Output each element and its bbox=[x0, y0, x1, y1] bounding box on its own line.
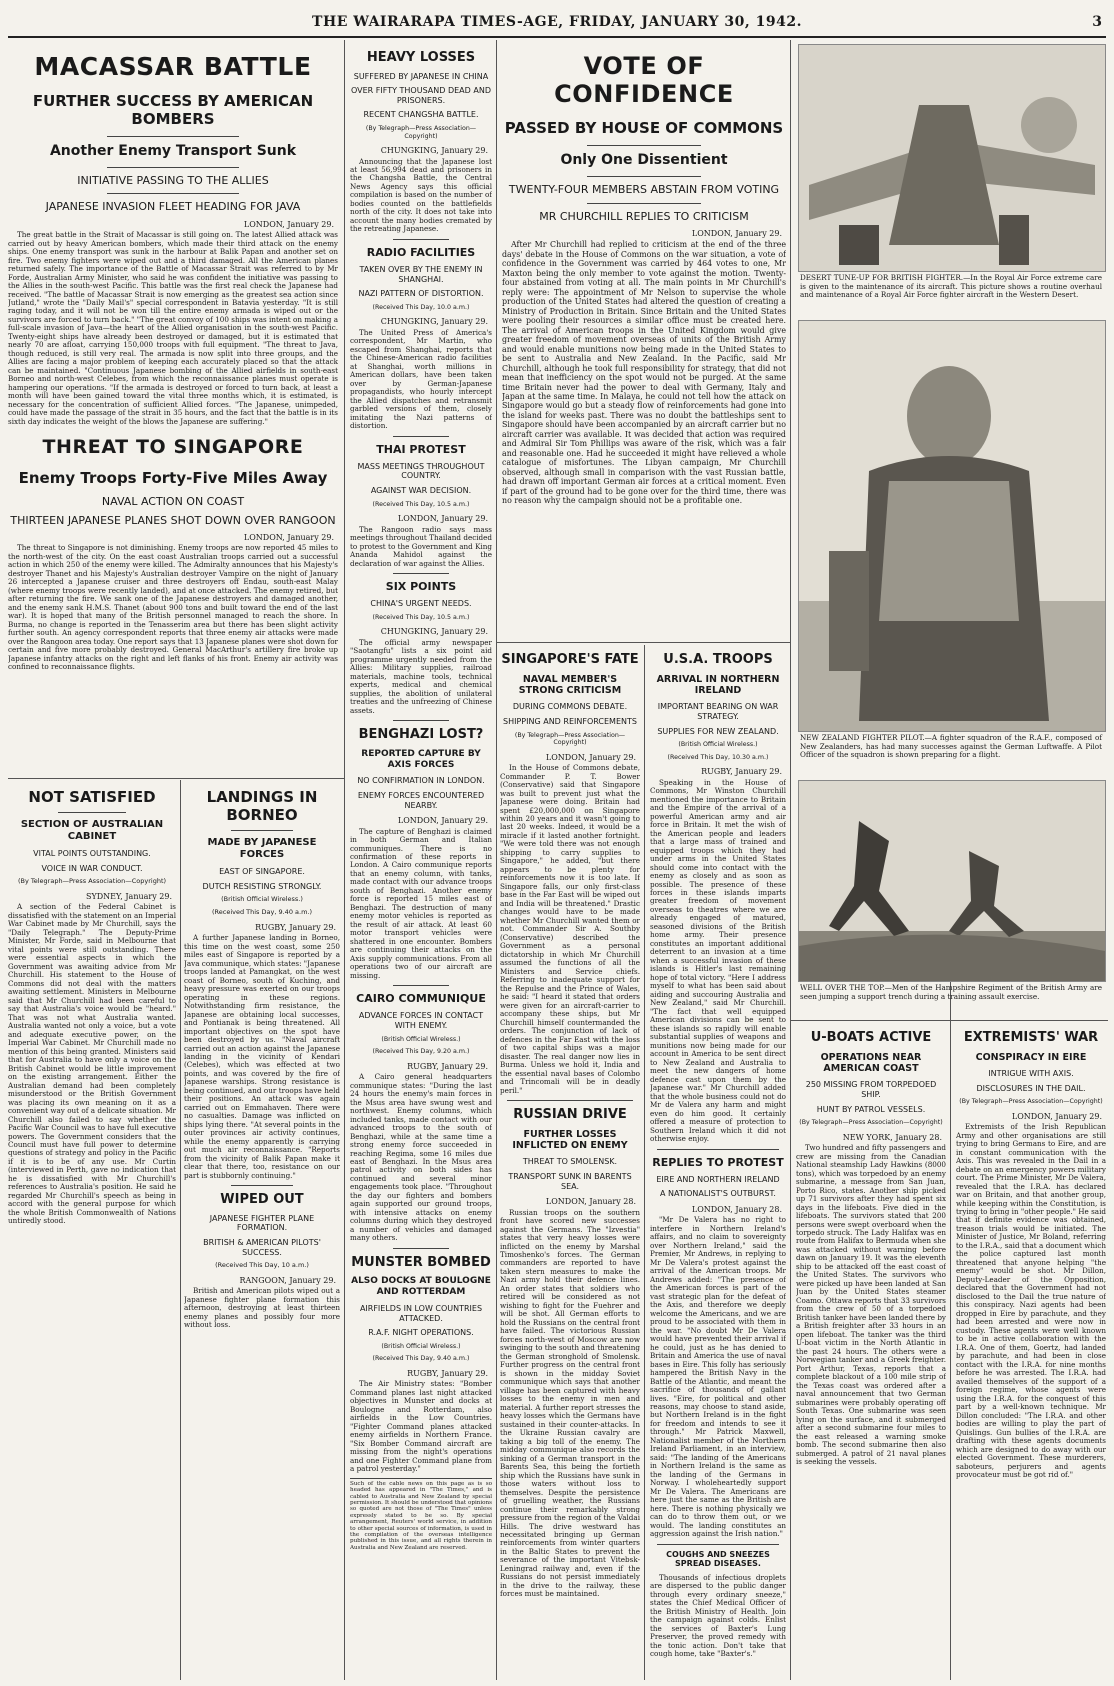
credit-line: (British Official Wireless.) bbox=[221, 895, 303, 904]
article-body: In the House of Commons debate, Commander P. T. Bower (Conservative) said that Singapore was built to prevent just what the Japanese were doing. Britain had spent £20,000,000 on Singapore within 20 years and it wasn't going to last 20 weeks. Indeed, it would be a miracle if it lasted another fortnight. "We were told there was not enough shipping to carry supplies to Singapore," he added, "but there appears to be plenty for reinforcements now it is too late. If Singapore falls, our only first-class base in the Far East will be wiped out and India will be threatened." Drastic changes would have to be made whether Mr Churchill wanted them or not. Commander Sir A. Southby (Conservative) described the Government as a personal dictatorship in which Mr Churchill assumed the functions of all the Ministers and Service chiefs. Referring to inadequate support for the Repulse and the Prince of Wales, he said: "I heard it stated that orders were given for an aircraft-carrier to accompany these ships, but Mr Churchill himself countermanded the orders. The conjunction of lack of defences in the Far East with the loss of two capital ships was a major disaster. The real danger now lies in Burma. Unless we hold it, India and the essential naval bases of Colombo and Trincomali will be in deadly peril." bbox=[500, 763, 640, 1095]
headline: THREAT TO SINGAPORE bbox=[42, 436, 304, 459]
deck: INITIATIVE PASSING TO THE ALLIES bbox=[77, 174, 269, 188]
article-macassar-battle bbox=[8, 44, 338, 774]
column-rule bbox=[790, 40, 791, 1680]
deck: VITAL POINTS OUTSTANDING. bbox=[33, 849, 151, 858]
dateline: RUGBY, January 29. bbox=[701, 767, 782, 777]
deck: BRITISH & AMERICAN PILOTS' SUCCESS. bbox=[203, 1238, 321, 1257]
photo-hampshire-regiment bbox=[798, 780, 1106, 982]
divider bbox=[393, 720, 450, 721]
dateline: LONDON, January 29. bbox=[545, 752, 636, 762]
article-uboats-active bbox=[796, 1024, 946, 1680]
dateline: LONDON, January 29. bbox=[691, 228, 782, 238]
dateline: LONDON, January 28. bbox=[545, 1197, 636, 1207]
deck: 250 MISSING FROM TORPEDOED SHIP. bbox=[805, 1080, 937, 1099]
dateline: LONDON, January 29. bbox=[397, 816, 488, 826]
article-russian-drive bbox=[500, 1107, 640, 1599]
article-body: A further Japanese landing in Borneo, this time on the west coast, some 250 miles east of Singapore is reported by a Java communique, which states: "Japanese troops landed at Pamangkat, on the west coast of Borneo, south of Kuching, and heavy pressure was exerted on our troops operating in these regions. Notwithstanding firm resistance, the Japanese are obtaining local successes, and Pontianak is being threatened. All important objectives on the spot have been destroyed by us. "Naval aircraft carried out an action against the Japanese landing in the vicinity of Kendari (Celebes), which was effected at two points, and was covered by the fire of Japanese warships. Strong resistance is being continued, and our troops have held their positions. An attack was again carried out on Emmahaven. There were no casualties. Damage was inflicted on ships lying there. "At several points in the outer provinces air activity continues, while the enemy apparently is carrying out much air reconnaissance. "Reports from the vicinity of Balik Papan make it clear that there, too, resistance on our part is stubbornly continuing." bbox=[184, 933, 340, 1180]
headline: BENGHAZI LOST? bbox=[358, 727, 484, 743]
dateline: LONDON, January 29. bbox=[243, 533, 334, 543]
deck: EIRE AND NORTHERN IRELAND bbox=[656, 1174, 780, 1184]
dateline: LONDON, January 29. bbox=[397, 514, 488, 524]
article-heavy-losses bbox=[350, 50, 492, 234]
article-body: The official army newspaper "Saotangfu" lists a six point aid programme urgently needed from the Allies: Military supplies, railroad materials, machine tools, technical experts, medical and chemical supplies, the abolition of unilateral treaties and the unfreezing of Chinese assets. bbox=[350, 637, 492, 715]
deck: SHIPPING AND REINFORCEMENTS bbox=[503, 716, 637, 726]
headline: SINGAPORE'S FATE bbox=[501, 652, 639, 667]
subheadline: Another Enemy Transport Sunk bbox=[49, 142, 297, 159]
deck: THIRTEEN JAPANESE PLANES SHOT DOWN OVER RANGOON bbox=[10, 513, 336, 527]
article-usa-troops bbox=[650, 652, 786, 1144]
divider bbox=[393, 573, 450, 574]
divider bbox=[657, 1544, 779, 1545]
divider bbox=[393, 1248, 450, 1249]
divider bbox=[107, 193, 239, 194]
subheadline: CONSPIRACY IN EIRE bbox=[975, 1051, 1087, 1063]
headline: HEAVY LOSSES bbox=[366, 50, 476, 65]
subheadline: FURTHER SUCCESS BY AMERICAN BOMBERS bbox=[32, 91, 314, 128]
subheadline: ALSO DOCKS AT BOULOGNE AND ROTTERDAM bbox=[351, 1276, 491, 1298]
divider bbox=[107, 167, 239, 168]
deck: NAZI PATTERN OF DISTORTION. bbox=[358, 289, 484, 299]
received-line: (Received This Day, 10.5 a.m.) bbox=[372, 613, 470, 621]
deck: SUPPLIES FOR NEW ZEALAND. bbox=[657, 726, 779, 736]
deck: DISCLOSURES IN THE DAIL. bbox=[976, 1083, 1086, 1093]
article-replies-to-protest bbox=[650, 1156, 786, 1539]
credit-line: (By Telegraph—Press Association—Copyright) bbox=[17, 877, 167, 886]
subheadline: Enemy Troops Forty-Five Miles Away bbox=[18, 468, 328, 487]
photo-new-zealand-pilot bbox=[798, 320, 1106, 732]
deck: R.A.F. NIGHT OPERATIONS. bbox=[368, 1328, 474, 1338]
deck: INTRIGUE WITH AXIS. bbox=[988, 1068, 1074, 1078]
article-body: "Mr De Valera has no right to interfere in Northern Ireland's affairs, and no claim to sovereignty over Northern Ireland," said the Premier, Mr Andrews, in replying to Mr De Valera's protest against the arrival of the American troops. Mr Andrews added: "The presence of the American forces is part of the vast strategic plan for the defeat of the Axis, and therefore we deeply welcome the Americans, and we are proud to be associated with them in the war. "No doubt Mr De Valera would have prevented their arrival if he could, just as he has denied to Britain and America the use of naval bases in Eire. This folly has seriously hampered the British Navy in the Battle of the Atlantic, and meant the sacrifice of thousands of gallant lives. "Eire, for political and other reasons, may choose to stand aside, but Northern Ireland is in the fight for freedom and intends to see it through." Mr Patrick Maxwell, Nationalist member of the Northern Ireland Parliament, in an interview, said: "The landing of the Americans in Northern Ireland is the same as the landing of the Germans in Norway. I wholeheartedly support Mr De Valera. The Americans are here just the same as the British are here. There is nothing physically we can do to throw them out, or we would. The landing constitutes an aggression against the Irish nation." bbox=[650, 1215, 786, 1539]
article-body: Two hundred and fifty passengers and crew are missing from the Canadian National steamship Lady Hawkins (8000 tons), which was torpedoed by an enemy submarine, a message from San Juan, Porto Rico, states. Another ship picked up 71 survivors after they had spent six days in the lifeboats. Five died in the lifeboats. The survivors stated that 200 persons were swept overboard when the torpedo struck. The Lady Halifax was en route from Halifax to Bermuda when she was attacked without warning before dawn on January 19. It was the eleventh ship to be attacked off the east coast of the United States. The survivors who were picked up have been landed at San Juan by the United States steamer Coamo. Ottawa reports that 33 survivors from the crew of 50 of a torpedoed British tanker have been landed there by a British freighter after 33 hours in an open lifeboat. The tanker was the third U-boat victim in the North Atlantic in the past 24 hours. The others were a Norwegian tanker and a Greek freighter. Port Arthur, Texas, reports that a complete blackout of a 100 mile strip of the Texas coast was ordered after a naval announcement that two German submarines were probably operating off South Texas. One submarine was seen lying on the surface, and it submerged after a second submarine four miles to the east released a warning smoke bomb. The second submarine then also submerged. A patrol of 21 naval planes is seeking the vessels. bbox=[796, 1143, 946, 1467]
article-vote-of-confidence bbox=[502, 44, 786, 640]
credit-line: (By Telegraph—Press Association—Copyright) bbox=[365, 124, 477, 140]
headline: SIX POINTS bbox=[385, 580, 457, 593]
article-body: The capture of Benghazi is claimed in both German and Italian communiques. There is no confirmation of these reports in London. A Cairo communique reports that an enemy column, with tanks, made contact with our advance troops south of Benghazi. Another enemy force is reported 15 miles east of Benghazi. The destruction of many enemy motor vehicles is reported as the result of air attack. At least 60 motor transport vehicles were shattered in one encounter. Bombers are continuing their attacks on the Axis supply communications. From all operations two of our aircraft are missing. bbox=[350, 826, 492, 980]
dateline: RANGOON, January 29. bbox=[239, 1276, 336, 1286]
subheadline: REPORTED CAPTURE BY AXIS FORCES bbox=[361, 748, 481, 770]
subheadline: Only One Dissentient bbox=[560, 151, 728, 168]
masthead bbox=[8, 10, 1106, 38]
headline: WIPED OUT bbox=[220, 1192, 304, 1208]
dateline: SYDNEY, January 29. bbox=[85, 891, 172, 901]
deck: MR CHURCHILL REPLIES TO CRITICISM bbox=[539, 209, 749, 223]
dateline: RUGBY, January 29. bbox=[407, 1061, 488, 1071]
received-line: (Received This Day, 10.30 a.m.) bbox=[667, 753, 769, 761]
credit-line: (By Telegraph—Press Association—Copyright) bbox=[514, 731, 626, 747]
article-body: The Air Ministry states: "Bomber Command planes last night attacked objectives in Munster and docks at Boulogne and Rotterdam, also airfields in the Low Countries. "Fighter Command planes attacked enemy airfields in Northern France. "Six Bomber Command aircraft are missing from the night's operations and one Fighter Command plane from a patrol yesterday." bbox=[350, 1379, 492, 1474]
headline: RUSSIAN DRIVE bbox=[513, 1106, 627, 1122]
article-singapores-fate bbox=[500, 652, 640, 1095]
ad-headline: COUGHS AND SNEEZES SPREAD DISEASES. bbox=[666, 1549, 770, 1569]
deck: ENEMY FORCES ENCOUNTERED NEARBY. bbox=[357, 790, 485, 810]
article-body: Speaking in the House of Commons, Mr Winston Churchill mentioned the importance to Britain and the Empire of the arrival of a powerful American army and air force in Britain. It met the wish of the American people and leaders that a large mass of trained and equipped troops which they had under arms in the United States should come into contact with the enemy as closely and as soon as possible. The presence of these forces in these islands imparts greater freedom of movement overseas to theatres where we are already engaged of matured, seasoned divisions of the British home army. Their presence constitutes an important additional deterrent to an invasion at a time when a successful invasion of these islands is Hitler's last remaining hope of total victory. "Here I address myself to what has been said about aiding and succouring Australia and New Zealand," said Mr Churchill. "The fact that well equipped American divisions can be sent to these islands so rapidly will enable substantial supplies of weapons and munitions now being made for our account in America to be sent direct to New Zealand and Australia to meet the new dangers of home defence cast upon them by the Japanese war." Mr Churchill added that the whole business could not do Mr de Valera any harm and might even do him good. It certainly offered a measure of protection to Southern Ireland which it did not otherwise enjoy. bbox=[650, 777, 786, 1144]
received-line: (Received This Day, 10.0 a.m.) bbox=[372, 303, 470, 311]
column-two bbox=[350, 44, 492, 1680]
subheadline: SECTION OF AUSTRALIAN CABINET bbox=[20, 819, 164, 842]
subheadline: FURTHER LOSSES INFLICTED ON ENEMY bbox=[512, 1128, 628, 1151]
divider bbox=[231, 1185, 293, 1186]
deck: TRANSPORT SUNK IN BARENTS SEA. bbox=[508, 1171, 632, 1191]
deck: SUFFERED BY JAPANESE IN CHINA bbox=[353, 71, 489, 81]
divider bbox=[393, 985, 450, 986]
divider bbox=[587, 176, 701, 177]
divider bbox=[657, 1149, 779, 1150]
article-thai-protest bbox=[350, 443, 492, 568]
dateline: LONDON, January 29. bbox=[1011, 1111, 1102, 1121]
article-not-satisfied bbox=[8, 782, 176, 1680]
divider bbox=[587, 145, 701, 146]
deck: JAPANESE INVASION FLEET HEADING FOR JAVA bbox=[45, 200, 301, 214]
dateline: CHUNGKING, January 29. bbox=[380, 317, 488, 327]
deck: NAVAL ACTION ON COAST bbox=[101, 494, 245, 508]
divider bbox=[107, 136, 239, 137]
article-body: The United Press of America's correspondent, Mr Martin, who escaped from Shanghai, reports that the Chinese-American radio facilities at Shanghai, worth millions in American dollars, have been taken over by German-Japanese propagandists, who hourly intercept the Allied dispatches and retransmit garbled versions of them, closely imitating the Nazi patterns of distortion. bbox=[350, 327, 492, 431]
dateline: RUGBY, January 29. bbox=[407, 1368, 488, 1378]
deck: ADVANCE FORCES IN CONTACT WITH ENEMY. bbox=[358, 1011, 484, 1031]
divider bbox=[231, 830, 293, 831]
received-line: (Received This Day, 10.5 a.m.) bbox=[372, 500, 470, 508]
headline: EXTREMISTS' WAR bbox=[963, 1030, 1099, 1045]
divider bbox=[393, 436, 450, 437]
received-line: (Received This Day, 9.20 a.m.) bbox=[372, 1048, 470, 1056]
article-landings-in-borneo bbox=[184, 782, 340, 1680]
photo-desert-fighter bbox=[798, 44, 1106, 272]
subheadline: PASSED BY HOUSE OF COMMONS bbox=[504, 118, 784, 137]
deck: TAKEN OVER BY THE ENEMY IN SHANGHAI. bbox=[359, 265, 483, 284]
deck: A NATIONALIST'S OUTBURST. bbox=[660, 1189, 776, 1199]
headline: MACASSAR BATTLE bbox=[34, 52, 312, 81]
subheadline: MADE BY JAPANESE FORCES bbox=[207, 837, 317, 860]
article-body: The great battle in the Strait of Macassar is still going on. The latest Allied attack was carried out by heavy American bombers, which made their third attack on the enemy ships. One enemy transport was sunk in the harbour at Balik Papan and another set on fire. Two enemy fighters were wiped out and a third damaged. All the American planes returned safely. The importance of the Battle of Macassar Strait was referred to by Mr Forde, Australian Army Minister, who said he was confident the initiative was passing to the Allies in the south-west Pacific. This battle was the first real check the Japanese had received. "The battle of Macassar Strait is now emerging as the greatest sea action since Jutland," wrote the "Daily Mail's" special correspondent in Batavia yesterday. "It is still raging today, and it will not be won till the entire enemy armada is wiped out or the survivors are forced to turn back." "The great convoy of 100 ships was intent on making a full-scale invasion of Java—the heart of the Allied organisation in the south-west Pacific. Twenty-eight ships have already been destroyed or damaged, but it is estimated that nearly 70 are afloat, carrying 150,000 troops with full equipment. "The threat to Java, though reduced, is still very real. The armada is now split into three groups, and the Allies are facing a major problem of keeping each accurately placed so that the attack can be maintained. "Continuous Japanese bombing of the Allied airfields in south-east Borneo and north-west Celebes, from which the reconnaissance planes must operate is hampering our operations. "If the armada is destroyed or forced to turn back, at least a month will have been gained toward the vital three months which, it is estimated, is necessary for the concentration of sufficient Allied forces. "The Japanese, unimpeded, could have made the passage of the strait in 35 hours, and the fact that the battle is in its sixth day indicates the weight of the blows the Japanese are suffering." bbox=[8, 230, 338, 426]
deck: NO CONFIRMATION IN LONDON. bbox=[357, 776, 485, 786]
headline: CAIRO COMMUNIQUE bbox=[356, 992, 486, 1006]
article-body: The threat to Singapore is not diminishing. Enemy troops are now reported 45 miles to the north-west of the city. On the east coast Australian troops carried out a successful action in which 250 of the enemy were killed. The Admiralty announces that his Majesty's destroyer Thanet and his Majesty's Australian destroyer Vampire on the night of January 26 intercepted a Japanese cruiser and three destroyers off Endau, south-east Malay (where enemy troops were recently landed), and at once attacked. The enemy retired, but after returning the fire. We sank one of the Japanese destroyers and damaged another, and the enemy sank H.M.S. Thanet (about 900 tons and built toward the end of the last war). It is hoped that many of the British personnel managed to reach the shore. In Burma, no change is reported in the Tenasserim area but there has been slight activity further south. An agency correspondent reports that three enemy air attacks were made over the Rangoon area today. One report says that 13 Japanese planes were shot down for certain and five more probably destroyed. General MacArthur's artillery fire broke up Japanese infantry attacks on the right and left flanks of his front. Enemy air activity was confined to reconnaissance flights. bbox=[8, 543, 338, 672]
deck: DUTCH RESISTING STRONGLY. bbox=[202, 881, 322, 891]
article-body: A section of the Federal Cabinet is dissatisfied with the statement on an Imperial War Cabinet made by Mr Churchill, says the "Daily Telegraph." The Deputy-Prime Minister, Mr Forde, said in Melbourne that vital points were still outstanding. There were essential aspects in which the Government was awaiting advice from Mr Churchill. His statement to the House of Commons did not deal with the matters awaiting settlement. Ministers in Melbourne said that Mr Churchill had been careful to say that Australia's voice would be "heard." That was not what Australia wanted. Australia wanted not only a voice, but a vote and adequate executive power, on the Imperial War Cabinet. Mr Churchill made no mention of this being granted. Ministers said that for Australia to have only a voice on the British Cabinet would be little improvement on the existing arrangement. Either the Australian demand had been completely misunderstood or the British Government was placing its own meaning on it as a convenient way out of a delicate situation. Mr Churchill also failed to say whether the Pacific War Council was to have full executive powers. The Government considers that the Council must have full power to determine questions of strategy and policy in the Pacific if it is to be of any use. Mr Curtin (interviewed in Perth, gave no indication that he is dissatisfied with Mr Churchill's references to Australia's position. He said he regarded Mr Churchill's speech as being in accord with the general purpose for which the whole British Commonwealth of Nations untiredly stood. bbox=[8, 902, 176, 1226]
deck: TWENTY-FOUR MEMBERS ABSTAIN FROM VOTING bbox=[508, 183, 780, 197]
received-line: (Received This Day, 9.40 a.m.) bbox=[211, 907, 312, 916]
headline: U.S.A. TROOPS bbox=[663, 652, 773, 667]
section-rule bbox=[8, 778, 344, 779]
dateline: NEW YORK, January 28. bbox=[842, 1132, 942, 1142]
section-rule bbox=[790, 1020, 1108, 1021]
masthead-title: THE WAIRARAPA TIMES-AGE, FRIDAY, JANUARY 30, 1942. bbox=[312, 14, 802, 30]
article-body: British and American pilots wiped out a Japanese fighter plane formation this afternoon, destroying at least thirteen enemy planes and possibly four more without loss. bbox=[184, 1286, 340, 1330]
column-three-right bbox=[650, 646, 786, 1680]
deck: OVER FIFTY THOUSAND DEAD AND PRISONERS. bbox=[351, 86, 491, 105]
deck: AIRFIELDS IN LOW COUNTRIES ATTACKED. bbox=[359, 1304, 483, 1323]
article-body: Announcing that the Japanese lost at least 56,994 dead and prisoners in the Changsha Battle, the Central News Agency says this official compilation is based on the number of bodies counted on the battlefields north of the city. It does not take into account the many bodies cremated by the retreating Japanese. bbox=[350, 156, 492, 234]
headline: REPLIES TO PROTEST bbox=[652, 1155, 784, 1169]
credit-line: (By Telegraph—Press Association—Copyright) bbox=[799, 1119, 943, 1127]
footnote: Such of the cable news on this page as is so headed has appeared in "The Times," and is cabled to Australia and New Zealand by special permission. It should be understood that opinions so quoted are not those of "The Times" unless expressly stated to be so. By special arrangement, Reuters' world service, in addition to other special sources of information, is used in the compilation of the overseas intelligence published in this issue, and all rights therein in Australia and New Zealand are reserved. bbox=[350, 1478, 492, 1552]
credit-line: (British Official Wireless.) bbox=[381, 1342, 461, 1350]
credit-line: (By Telegraph—Press Association—Copyright) bbox=[959, 1098, 1103, 1106]
deck: EAST OF SINGAPORE. bbox=[219, 867, 305, 876]
deck: IMPORTANT BEARING ON WAR STRATEGY. bbox=[657, 702, 779, 721]
received-line: (Received This Day, 10 a.m.) bbox=[215, 1261, 309, 1270]
headline: MUNSTER BOMBED bbox=[351, 1254, 491, 1270]
section-rule bbox=[496, 642, 790, 643]
deck: THREAT TO SMOLENSK. bbox=[522, 1157, 618, 1167]
column-rule bbox=[496, 40, 497, 1680]
subheadline: NAVAL MEMBER'S STRONG CRITICISM bbox=[518, 673, 622, 696]
dateline: LONDON, January 29. bbox=[243, 219, 334, 229]
deck: AGAINST WAR DECISION. bbox=[370, 486, 472, 495]
deck: MASS MEETINGS THROUGHOUT COUNTRY. bbox=[357, 461, 485, 481]
dateline: RUGBY, January 29. bbox=[255, 922, 336, 932]
article-cairo-communique bbox=[350, 992, 492, 1243]
divider bbox=[393, 239, 450, 240]
photo-caption: DESERT TUNE-UP FOR BRITISH FIGHTER.—In the Royal Air Force extreme care is given to the maintenance of its aircraft. This picture shows a routine overhaul and maintenance of a Royal Air Force fighter aircraft in the Western Desert. bbox=[800, 273, 1102, 300]
headline: LANDINGS IN BORNEO bbox=[206, 788, 318, 824]
article-body: Russian troops on the southern front have scored new successes against the Germans. The "Izvestia" states that very heavy losses were inflicted on the enemy by Marshal Timoshenko's forces. The German commanders are reported to have taken stern measures to make the Nazi army hold their defence lines. An order states that soldiers who retired will be considered as not wishing to fight for the Fuehrer and will be shot. All German efforts to hold the Russians on the central front have failed. The victorious Russian forces north-west of Moscow are now swinging to the south and threatening the German stronghold of Smolensk. Further progress on the central front is shown in the midday Soviet communique which says that another village has been captured with heavy losses to the enemy in men and material. A further report stresses the heavy losses which the Germans have sustained in their counter-attacks. In the Ukraine Russian cavalry are taking a big toll of the enemy. The midday communique also records the sinking of a German transport in the Barents Sea, this being the fortieth ship which the Russians have sunk in those waters without loss to themselves. Despite the persistence of gruelling weather, the Russians continue their remarkably strong pressure from the region of the Valdai Hills. The drive westward has necessitated bringing up German reinforcements from winter quarters in the Baltic States to prevent the severance of the important Vitebsk-Leningrad railway and, even if the Russians do not persist immediately in the drive to the railway, these forces must be maintained. bbox=[500, 1207, 640, 1599]
article-body: After Mr Churchill had replied to criticism at the end of the three days' debate in the House of Commons on the war situation, a vote of confidence in the Government was carried by 464 votes to one, Mr Maxton being the only member to vote against the motion. Twenty-four abstained from voting at all. The main points in Mr Churchill's reply were: The appointment of Mr Nelson to supervise the whole production of the United States had altered the question of creating a Ministry of Production in Britain. Since Britain and the United States were pooling their resources a similar office must be created here. The arrival of American troops in the United Kingdom would give greater freedom of movement overseas of units of the British Army and would enable munitions now being made in the United States to be sent to Australia and New Zealand. In the Pacific, said Mr Churchill, although he took full responsibility for strategy, that did not mean that inefficiency on the spot would not be purged. At the same time Britain never had the power to deal with Germany, Italy and Japan at the same time. In Malaya, he could not tell how the attack on Singapore would go but a steady flow of reinforcements had gone into the island for weeks past. There was no doubt the battleships sent to Singapore should have been accompanied by an aircraft carrier but no aircraft carrier was available. It was decided that action was required and Admiral Sir Tom Phillips was aware of the risk, which was a fair and reasonable one. Had he succeeded it might have relieved a whole catalogue of misfortunes. The Libyan campaign, Mr Churchill observed, although small in comparison with the vast Russian battle, had drawn off important German air forces at a critical moment. Even if part of the ground had to be gone over for the third time, there was no reason why the campaign should not be a profitable one. bbox=[502, 240, 786, 506]
column-three-left bbox=[500, 646, 640, 1680]
deck: DURING COMMONS DEBATE. bbox=[512, 702, 628, 712]
dateline: CHUNGKING, January 29. bbox=[380, 146, 488, 156]
column-rule bbox=[180, 780, 181, 1680]
article-extremists-war bbox=[956, 1024, 1106, 1680]
advertisement-baxters bbox=[650, 1550, 786, 1659]
article-munster-bombed bbox=[350, 1255, 492, 1474]
headline: NOT SATISFIED bbox=[28, 788, 156, 806]
article-radio-facilities bbox=[350, 246, 492, 431]
deck: RECENT CHANGSHA BATTLE. bbox=[363, 110, 479, 120]
deck: JAPANESE FIGHTER PLANE FORMATION. bbox=[209, 1213, 315, 1233]
photo-caption: WELL OVER THE TOP.—Men of the Hampshire Regiment of the British Army are seen jumping a support trench during a training assault exercise. bbox=[800, 983, 1102, 1001]
page-number: 3 bbox=[1092, 14, 1102, 30]
deck: CHINA'S URGENT NEEDS. bbox=[370, 599, 472, 609]
article-six-points bbox=[350, 580, 492, 715]
headline: U-BOATS ACTIVE bbox=[810, 1030, 932, 1045]
ad-body: Thousands of infectious droplets are dispersed to the public danger through every ordinary sneeze," states the Chief Medical Officer of the British Ministry of Health. Join the campaign against colds. Enlist the services of Baxter's Lung Preserver, the proved remedy with the tonic action. Don't take that cough home, take "Baxter's." bbox=[650, 1572, 786, 1659]
column-rule bbox=[644, 645, 645, 1680]
article-body: Extremists of the Irish Republican Army and other organisations are still trying to bring Germans to Eire, and are in constant communication with the Axis. This was revealed in the Dail in a debate on an emergency powers military court. The Prime Minister, Mr De Valera, revealed that the I.R.A. has declared war on Britain, and that another group, while keeping within the Constitution, is trying to bring in "other people." He said that if definite evidence was obtained, treason trials would be initiated. The Minister of Justice, Mr Boland, referring to the I.R.A., said that a document which the police captured last month threatened that anyone helping "the enemy" would be shot. Mr Dillon, Deputy-Leader of the Opposition, declared that the Government had not disclosed to the Dail the true nature of this conspiracy. Nazi agents had been dropped in Eire by parachute, and they had been arrested and were now in custody. These agents were well known to be in active collaboration with the I.R.A. One of them, Goertz, had landed by parachute, and had been in close contact with the I.R.A. for nine months before he was arrested. The I.R.A. had availed themselves of the support of a foreign regime, whose agents were using the I.R.A. for the conquest of this part by a well-known technique. Mr Dillon concluded: "The I.R.A. and other bodies are willing to play the part of Quislings. Gun bullies of the I.R.A. are drafting with these agents documents which are designed to do away with our elected Government. These murderers, saboteurs, perjurers and agents provocateur must be got rid of." bbox=[956, 1122, 1106, 1480]
divider bbox=[587, 203, 701, 204]
deck: HUNT BY PATROL VESSELS. bbox=[816, 1104, 926, 1114]
article-body: A Cairo general headquarters communique states: "During the last 24 hours the enemy's main forces in the Msus area have swung west and northwest. Enemy columns, which included tanks, made contact with our advanced troops to the south of Benghazi, while at the same time a strong enemy force succeeded in reaching Regima, some 16 miles due east of Benghazi. In the Msus area patrol activity on both sides has continued and several minor engagements took place. "Throughout the day our fighters and bombers again supported our ground troops, with intensive attacks on enemy columns during which they destroyed a number of vehicles and damaged many others. bbox=[350, 1072, 492, 1243]
dateline: LONDON, January 28. bbox=[691, 1204, 782, 1214]
divider bbox=[507, 1100, 633, 1101]
credit-line: (British Official Wireless.) bbox=[381, 1035, 461, 1043]
subheadline: ARRIVAL IN NORTHERN IRELAND bbox=[656, 673, 780, 696]
column-rule bbox=[344, 40, 345, 1680]
headline: VOTE OF CONFIDENCE bbox=[554, 52, 734, 109]
photo-caption: NEW ZEALAND FIGHTER PILOT.—A fighter squadron of the R.A.F., composed of New Zealanders, has had many successes against the German Luftwaffe. A Pilot Officer of the squadron is shown preparing for a flight. bbox=[800, 733, 1102, 760]
dateline: CHUNGKING, January 29. bbox=[380, 627, 488, 637]
credit-line: (British Official Wireless.) bbox=[678, 741, 758, 749]
headline: THAI PROTEST bbox=[376, 442, 466, 456]
divider bbox=[58, 812, 125, 813]
subheadline: OPERATIONS NEAR AMERICAN COAST bbox=[820, 1051, 922, 1074]
article-body: The Rangoon radio says mass meetings throughout Thailand decided to protest to the Government and King Ananda Mahidol against the declaration of war against the Allies. bbox=[350, 524, 492, 568]
deck: VOICE IN WAR CONDUCT. bbox=[41, 863, 143, 873]
received-line: (Received This Day, 9.40 a.m.) bbox=[372, 1355, 470, 1363]
article-benghazi-lost bbox=[350, 727, 492, 980]
headline: RADIO FACILITIES bbox=[366, 245, 476, 259]
